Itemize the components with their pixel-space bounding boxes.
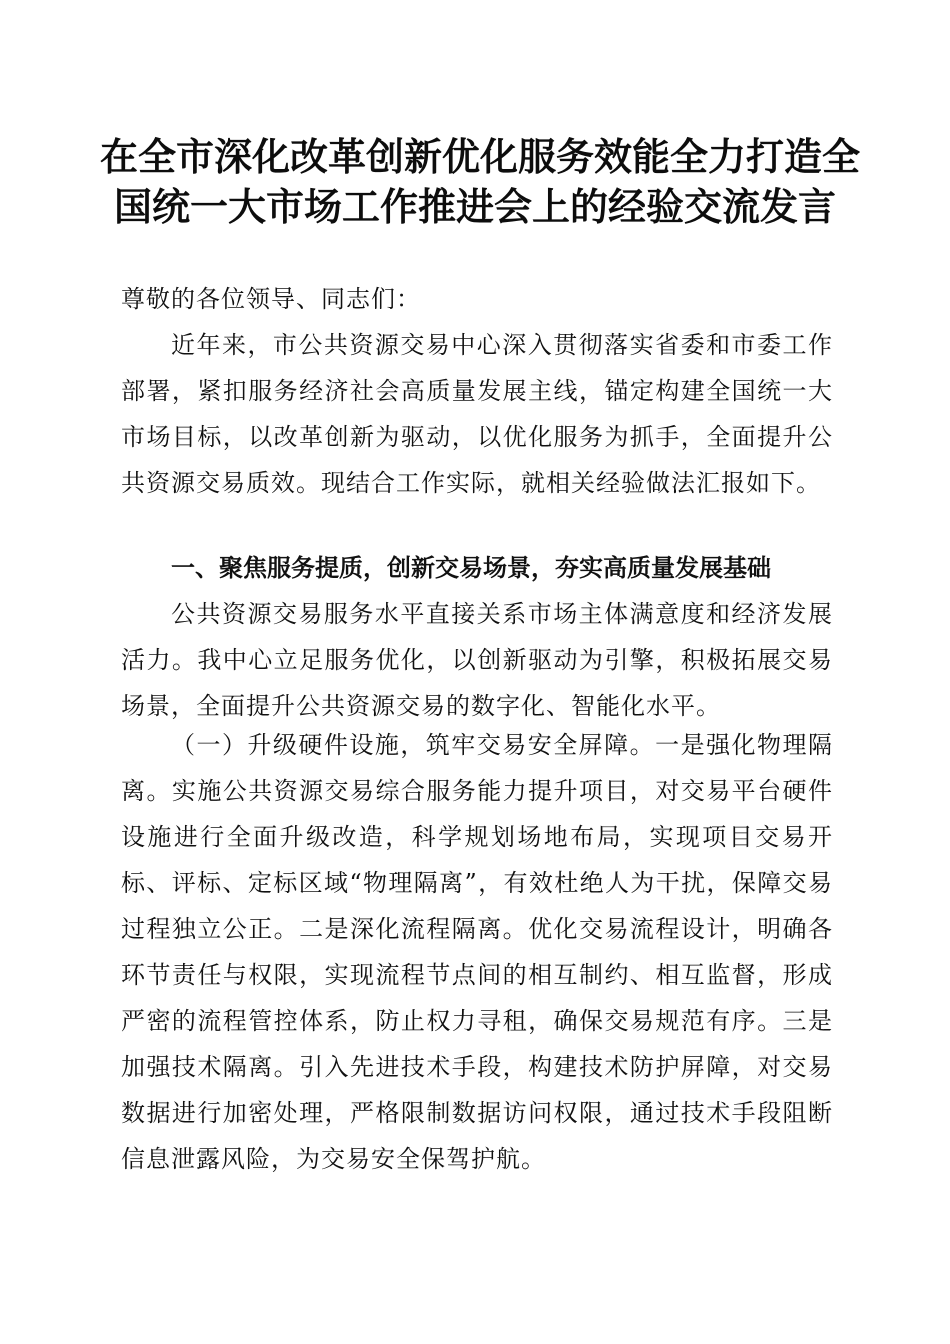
- paragraph-intro: 近年来，市公共资源交易中心深入贯彻落实省委和市委工作部署，紧扣服务经济社会高质量发展主线，锚定构建全国统一大市场目标，以改革创新为驱动，以优化服务为抓手，全面提升公共资源交易质效。现结合工作实际，就相关经验做法汇报如下。: [121, 331, 833, 497]
- section-heading-1: 一、聚焦服务提质，创新交易场景，夯实高质量发展基础: [171, 554, 771, 582]
- title-line-2: 国统一大市场工作推进会上的经验交流发言: [113, 184, 836, 229]
- paragraph-section-1-intro: 公共资源交易服务水平直接关系市场主体满意度和经济发展活力。我中心立足服务优化，以创新驱动为引擎，积极拓展交易场景，全面提升公共资源交易的数字化、智能化水平。: [121, 600, 833, 720]
- document-title: [100, 132, 861, 232]
- paragraph-subsection-1: （一）升级硬件设施，筑牢交易安全屏障。一是强化物理隔离。实施公共资源交易综合服务能力提升项目，对交易平台硬件设施进行全面升级改造，科学规划场地布局，实现项目交易开标、评标、定标区域“物理隔离”，有效杜绝人为干扰，保障交易过程独立公正。二是深化流程隔离。优化交易流程设计，明确各环节责任与权限，实现流程节点间的相互制约、相互监督，形成严密的流程管控体系，防止权力寻租，确保交易规范有序。三是加强技术隔离。引入先进技术手段，构建技术防护屏障，对交易数据进行加密处理，严格限制数据访问权限，通过技术手段阻断信息泄露风险，为交易安全保驾护航。: [121, 731, 833, 1173]
- title-line-1: 在全市深化改革创新优化服务效能全力打造全: [100, 134, 861, 179]
- salutation: 尊敬的各位领导、同志们：: [121, 285, 421, 313]
